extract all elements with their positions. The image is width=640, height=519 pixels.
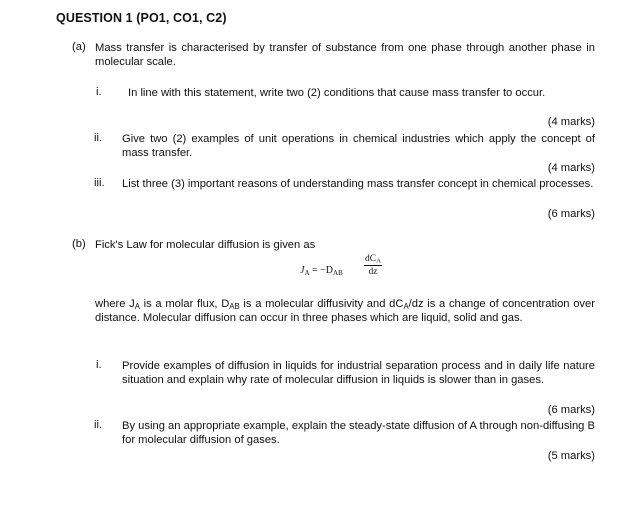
part-b-item-i-number: i. — [96, 359, 102, 371]
explanation-subscript-1: A — [134, 301, 140, 311]
part-a-item-ii-text: Give two (2) examples of unit operations in chemical industries which apply the concept of mass transfer. — [122, 133, 595, 160]
part-b-item-i-marks: (6 marks) — [547, 404, 595, 416]
part-a-item-iii-number: iii. — [94, 177, 105, 189]
explanation-text-3: is a molecular diffusivity and dC — [239, 298, 404, 310]
explanation-text-2: is a molar flux, D — [139, 298, 230, 310]
numerator-subscript: A — [376, 257, 381, 265]
part-a-item-iii-marks: (6 marks) — [547, 208, 595, 220]
equation-left-side — [300, 265, 343, 276]
part-b-item-i-text: Provide examples of diffusion in liquids for industrial separation process and in daily life nature situation and explain why rate of molecular diffusion in liquids is slower than in gases. — [122, 360, 595, 387]
part-a-item-i-text: In line with this statement, write two (2) conditions that cause mass transfer to occur. — [128, 87, 546, 99]
question-title: QUESTION 1 (PO1, CO1, C2) — [56, 11, 227, 25]
equation-equals-minus-d: = −D — [312, 265, 334, 276]
part-b-intro: Fick's Law for molecular diffusion is given as — [95, 239, 316, 251]
flux-subscript: A — [304, 268, 310, 277]
explanation-subscript-3: A — [403, 301, 409, 311]
part-a-item-ii-number: ii. — [94, 132, 103, 144]
part-b-item-ii-marks: (5 marks) — [547, 450, 595, 462]
part-a-item-i-marks: (4 marks) — [547, 116, 595, 128]
ficks-law-equation — [300, 254, 390, 288]
flux-symbol: J — [300, 265, 305, 276]
part-b-item-ii-number: ii. — [94, 419, 103, 431]
numerator-text: dC — [365, 254, 377, 264]
part-a-item-i-number: i. — [96, 86, 102, 98]
part-b-explanation — [95, 297, 595, 325]
explanation-subscript-2: AB — [229, 301, 240, 311]
part-b-label: (b) — [72, 238, 86, 250]
part-b-item-ii-text: By using an appropriate example, explain the steady-state diffusion of A through non-diffusing B for molecular diffusion of gases. — [122, 420, 595, 447]
part-a-label: (a) — [72, 41, 86, 53]
fraction-numerator — [364, 254, 382, 266]
part-a-item-ii-marks: (4 marks) — [547, 162, 595, 174]
part-a-item-iii-text: List three (3) important reasons of understanding mass transfer concept in chemical processes. — [122, 178, 594, 190]
explanation-text-4: /dz is a change of concentration over distance. Molecular diffusion can occur in three phases which are liquid, solid and gas. — [95, 298, 595, 325]
concentration-gradient-fraction — [364, 254, 382, 277]
diffusivity-subscript: AB — [333, 268, 343, 277]
part-a-intro: Mass transfer is characterised by transfer of substance from one phase through another phase in molecular scale. — [95, 42, 595, 69]
fraction-denominator: dz — [368, 267, 378, 277]
explanation-text-1: where J — [95, 298, 135, 310]
